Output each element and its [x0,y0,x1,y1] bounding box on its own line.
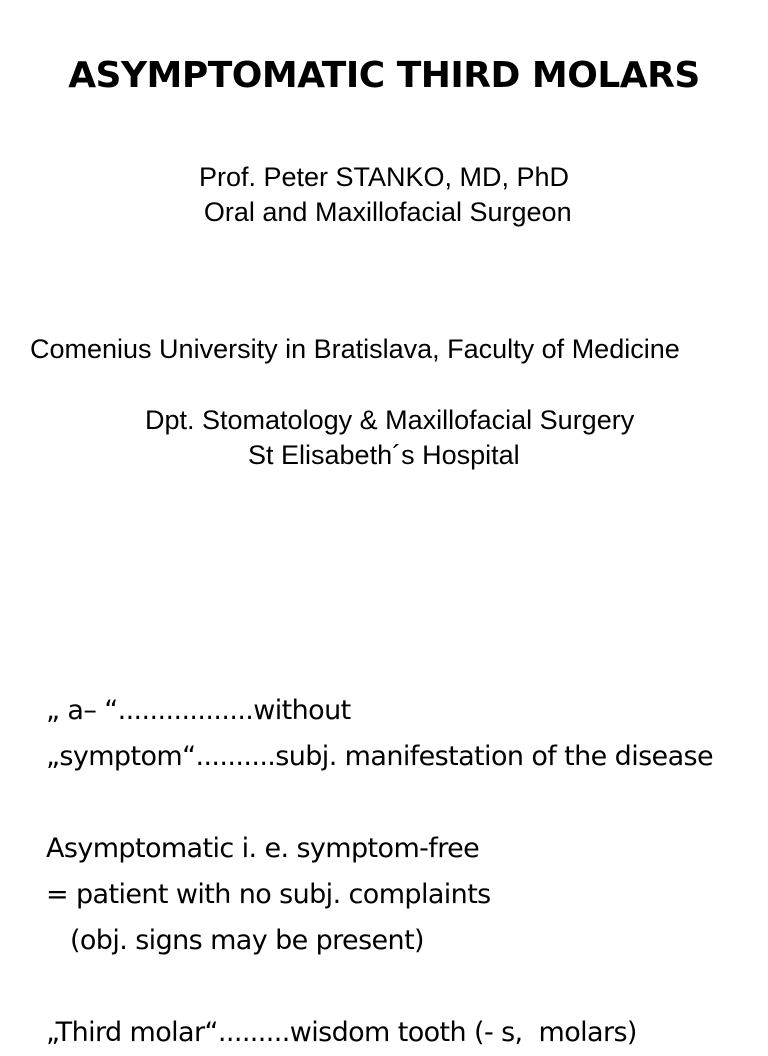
author-name: Prof. Peter STANKO, MD, PhD [198,162,570,192]
university-name: Comenius University in Bratislava, Faculty of Medicine [30,334,680,364]
definition-prefix-line: „ a– “.................without [46,695,351,726]
definition-third-molar-line: „Third molar“.........wisdom tooth (- s, molars) [46,1017,637,1048]
definition-symptom-line: „symptom“..........subj. manifestation of the disease [46,741,713,772]
slide-title: ASYMPTOMATIC THIRD MOLARS [68,55,700,96]
blank-line [46,964,766,1010]
definition-asymptomatic-line: Asymptomatic i. e. symptom-free [46,833,480,864]
author-block [0,160,768,230]
blank-line [46,780,766,826]
definitions-block [46,688,766,1056]
definition-patient-line: = patient with no subj. complaints [46,879,491,910]
department-name: Dpt. Stomatology & Maxillofacial Surgery [145,405,635,435]
hospital-name: St Elisabeth´s Hospital [248,440,520,470]
author-role: Oral and Maxillofacial Surgeon [196,197,572,227]
definition-signs-line: (obj. signs may be present) [46,925,424,956]
